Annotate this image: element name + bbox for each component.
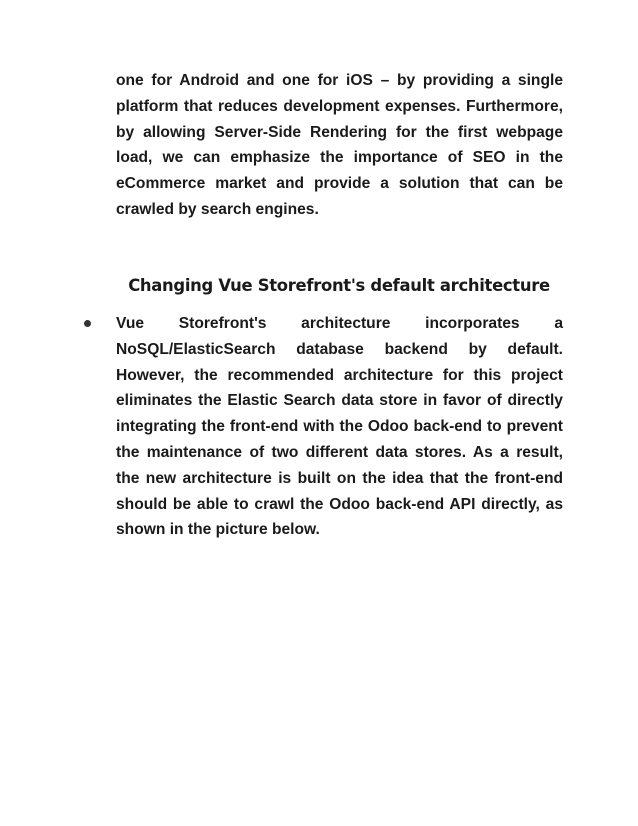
section-heading: Changing Vue Storefront's default architecture (128, 276, 550, 295)
bullet-text: Vue Storefront's architecture incorporates a NoSQL/ElasticSearch database backend by default. However, the recommended architecture for this project eliminates the Elastic Search data store in favor of directly integrating the front-end with the Odoo back-end to prevent the maintenance of two different data stores. As a result, the new architecture is built on the idea that the front-end should be able to crawl the Odoo back-end API directly, as shown in the picture below. (116, 315, 563, 539)
bullet-dot-icon (84, 320, 91, 327)
body-paragraph: one for Android and one for iOS – by providing a single platform that reduces development expenses. Furthermore, by allowing Server-Side Rendering for the first webpage load, we can emphasize the importance of SEO in the eCommerce market and provide a solution that can be crawled by search engines. (116, 72, 563, 218)
